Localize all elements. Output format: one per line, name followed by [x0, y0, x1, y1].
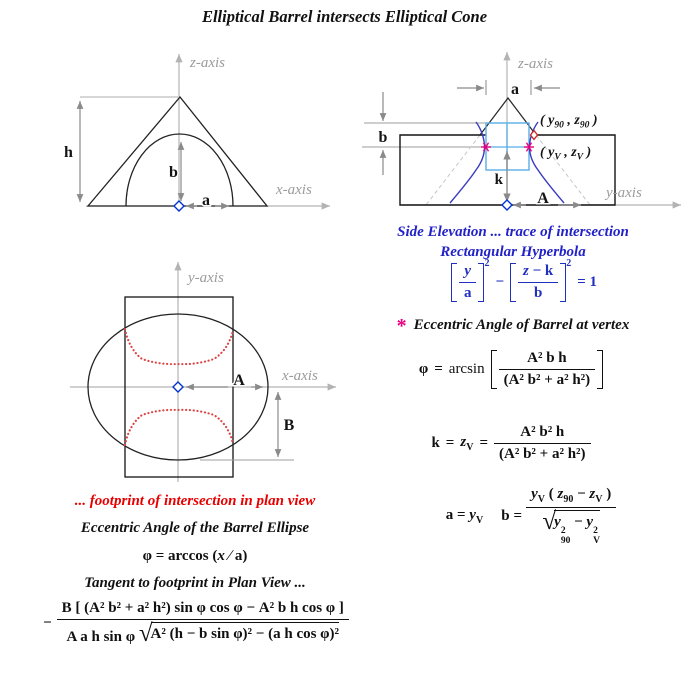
left-bracket: [510, 263, 516, 302]
front-view-diagram: [28, 38, 348, 218]
radical-sign: √: [542, 508, 557, 535]
footprint-curve-lower: [125, 410, 233, 445]
cone-triangle: [88, 97, 267, 206]
tangent-fraction: [57, 600, 349, 646]
page-title: Elliptical Barrel intersects Elliptical Cone: [201, 7, 488, 26]
arcsin-fn: arcsin: [448, 361, 485, 377]
eq-k: [375, 424, 647, 463]
b-equals-fraction: b = $y_V$ ( $z_{90} - z_V$ ) √ y 2 90 − y 2 V: [501, 486, 616, 547]
y-axis-label: y-axis: [188, 270, 224, 286]
hyperbola-equation: [398, 258, 650, 302]
a-label: a: [202, 192, 210, 209]
phi-lhs: φ: [418, 361, 429, 377]
tangent-den: A a h sin φ √ A² (h − b sin φ)² − (a h cos φ)²: [66, 620, 340, 647]
bracket-term-y-a: [451, 258, 490, 302]
eq-den-b: b: [533, 285, 543, 301]
leading-minus: −: [43, 614, 52, 631]
a-var: a: [234, 548, 243, 564]
k-fraction: [494, 424, 591, 463]
eq-k: k: [544, 263, 554, 279]
bracketed-fraction: [491, 350, 604, 389]
b-den: √ y 2 90 − y 2 V: [542, 508, 600, 546]
tangent-caption: Tangent to footprint in Plan View ...: [84, 575, 306, 591]
b-label: b: [378, 129, 388, 146]
tangent-num: B [ (A² b² + a² h²) sin φ cos φ − A² b h cos φ ]: [57, 600, 349, 620]
a-equals-yv: $a = y_V$: [445, 506, 484, 526]
x-axis-label: x-axis: [276, 182, 312, 198]
footprint-curve-upper: [125, 329, 233, 364]
x-axis-label: x-axis: [282, 368, 318, 384]
cone-side-dashed-left: [426, 135, 480, 205]
eq-minus-k: −: [528, 263, 545, 279]
minus-sign: −: [495, 274, 504, 290]
eq-den-a: a: [463, 285, 472, 301]
eq-arccos: φ = arccos (x ∕ a): [142, 548, 248, 564]
equals-one: = 1: [577, 274, 598, 290]
eq-phi: [375, 350, 647, 389]
A-label: A: [537, 190, 549, 207]
bracket-term-zk-b: [510, 258, 572, 302]
k-lhs: k: [431, 435, 440, 451]
h-label: h: [64, 144, 73, 161]
side-caption-line1: Side Elevation ... trace of intersection: [397, 224, 629, 240]
equals: =: [479, 435, 488, 451]
eq-tangent: [0, 600, 392, 646]
b-label: b: [169, 164, 178, 181]
left-bracket: [491, 350, 497, 389]
footprint-caption: ... footprint of intersection in plan view: [74, 493, 316, 509]
point-label-vertex: ( $y_V$ , $z_V$ ): [540, 145, 592, 163]
z-axis-label: z-axis: [518, 56, 553, 72]
eq-ab: [390, 486, 672, 547]
side-view-diagram: [356, 38, 689, 232]
eq-num-y: y: [459, 263, 477, 283]
left-bracket: [451, 263, 457, 302]
x-var: x: [217, 548, 225, 564]
cone-apex-outline: [480, 98, 536, 135]
plan-view-diagram: [58, 248, 352, 492]
k-label: k: [494, 172, 503, 188]
hyperbola-left-branch: [450, 122, 485, 203]
p90-marker: [531, 131, 538, 140]
equals: =: [434, 361, 443, 377]
vertex-note-text: Eccentric Angle of Barrel at vertex: [413, 317, 630, 333]
arccos-pre: φ = arccos: [142, 548, 213, 564]
y-axis-label: y-axis: [606, 185, 642, 201]
k-den: (A² b² + a² h²): [499, 446, 586, 462]
phi-den: (A² b² + a² h²): [503, 372, 591, 388]
eq-z: z: [523, 263, 529, 279]
asterisk-marker: *: [396, 315, 407, 337]
point-label-90: ( $y_{90}$ , $z_{90}$ ): [540, 113, 598, 131]
side-caption-line2: Rectangular Hyperbola: [440, 244, 586, 260]
equals: =: [445, 435, 455, 451]
right-bracket: [597, 350, 603, 389]
a-label: a: [511, 81, 519, 98]
eccentric-angle-caption: Eccentric Angle of the Barrel Ellipse: [80, 520, 310, 536]
exponent: 2: [484, 258, 490, 269]
b-num: $y_V$ ( $z_{90} - z_V$ ): [526, 486, 616, 508]
B-label: B: [283, 417, 295, 434]
k-num: A² b² h: [494, 424, 591, 444]
origin-marker: [173, 382, 183, 392]
radical-sign: √: [138, 620, 153, 647]
A-label: A: [233, 372, 245, 389]
vertex-note: [345, 315, 681, 338]
origin-marker: [502, 200, 512, 210]
exponent: 2: [566, 258, 572, 269]
origin-marker: [174, 201, 184, 211]
phi-num: A² b h: [499, 350, 596, 370]
z-axis-label: z-axis: [190, 55, 225, 71]
z-var: $z_V$: [460, 434, 474, 453]
